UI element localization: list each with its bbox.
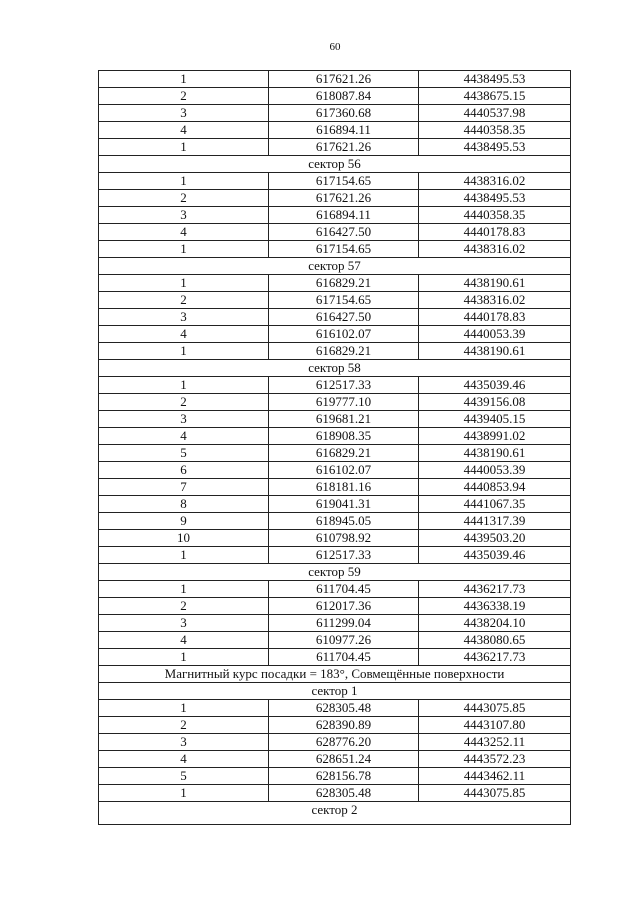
point-number-cell: 6 [99, 462, 269, 479]
x-coordinate-cell: 612517.33 [269, 547, 419, 564]
y-coordinate-cell: 4440358.35 [419, 122, 571, 139]
point-number-cell: 3 [99, 411, 269, 428]
section-header-row [99, 360, 571, 377]
x-coordinate-cell: 628651.24 [269, 751, 419, 768]
table-row [99, 700, 571, 717]
coordinates-table [98, 70, 571, 825]
y-coordinate-cell: 4435039.46 [419, 377, 571, 394]
point-number-cell: 1 [99, 649, 269, 666]
y-coordinate-cell: 4440178.83 [419, 224, 571, 241]
x-coordinate-cell: 612517.33 [269, 377, 419, 394]
point-number-cell: 3 [99, 207, 269, 224]
x-coordinate-cell: 617154.65 [269, 292, 419, 309]
table-row [99, 71, 571, 88]
point-number-cell: 2 [99, 88, 269, 105]
table-row [99, 309, 571, 326]
y-coordinate-cell: 4439503.20 [419, 530, 571, 547]
x-coordinate-cell: 628776.20 [269, 734, 419, 751]
table-row [99, 411, 571, 428]
point-number-cell: 4 [99, 428, 269, 445]
point-number-cell: 1 [99, 547, 269, 564]
y-coordinate-cell: 4441317.39 [419, 513, 571, 530]
table-row [99, 632, 571, 649]
section-header-row [99, 156, 571, 173]
y-coordinate-cell: 4438991.02 [419, 428, 571, 445]
point-number-cell: 8 [99, 496, 269, 513]
y-coordinate-cell: 4438190.61 [419, 275, 571, 292]
table-row [99, 768, 571, 785]
table-row [99, 326, 571, 343]
y-coordinate-cell: 4440358.35 [419, 207, 571, 224]
x-coordinate-cell: 618087.84 [269, 88, 419, 105]
table-row [99, 241, 571, 258]
point-number-cell: 5 [99, 445, 269, 462]
y-coordinate-cell: 4438080.65 [419, 632, 571, 649]
point-number-cell: 5 [99, 768, 269, 785]
y-coordinate-cell: 4443075.85 [419, 785, 571, 802]
point-number-cell: 3 [99, 615, 269, 632]
point-number-cell: 4 [99, 632, 269, 649]
table-row [99, 649, 571, 666]
y-coordinate-cell: 4443075.85 [419, 700, 571, 717]
y-coordinate-cell: 4438190.61 [419, 343, 571, 360]
point-number-cell: 3 [99, 309, 269, 326]
y-coordinate-cell: 4438495.53 [419, 71, 571, 88]
table-row [99, 207, 571, 224]
x-coordinate-cell: 617154.65 [269, 241, 419, 258]
point-number-cell: 9 [99, 513, 269, 530]
table-row [99, 275, 571, 292]
point-number-cell: 4 [99, 224, 269, 241]
y-coordinate-cell: 4439156.08 [419, 394, 571, 411]
table-row [99, 224, 571, 241]
page-number: 60 [329, 41, 341, 53]
y-coordinate-cell: 4438316.02 [419, 241, 571, 258]
x-coordinate-cell: 616427.50 [269, 309, 419, 326]
x-coordinate-cell: 628305.48 [269, 785, 419, 802]
y-coordinate-cell: 4438316.02 [419, 292, 571, 309]
table-row [99, 462, 571, 479]
point-number-cell: 1 [99, 139, 269, 156]
y-coordinate-cell: 4440178.83 [419, 309, 571, 326]
section-header-row [99, 564, 571, 581]
y-coordinate-cell: 4438495.53 [419, 139, 571, 156]
point-number-cell: 1 [99, 71, 269, 88]
table-row [99, 428, 571, 445]
x-coordinate-cell: 616102.07 [269, 326, 419, 343]
point-number-cell: 1 [99, 785, 269, 802]
x-coordinate-cell: 616894.11 [269, 122, 419, 139]
table-row [99, 785, 571, 802]
table-row [99, 751, 571, 768]
point-number-cell: 10 [99, 530, 269, 547]
x-coordinate-cell: 619777.10 [269, 394, 419, 411]
x-coordinate-cell: 617621.26 [269, 190, 419, 207]
section-header-row [99, 802, 571, 825]
y-coordinate-cell: 4438316.02 [419, 173, 571, 190]
x-coordinate-cell: 618181.16 [269, 479, 419, 496]
section-header: сектор 57 [99, 258, 571, 275]
table-row [99, 717, 571, 734]
y-coordinate-cell: 4443572.23 [419, 751, 571, 768]
x-coordinate-cell: 619681.21 [269, 411, 419, 428]
section-header: сектор 58 [99, 360, 571, 377]
x-coordinate-cell: 612017.36 [269, 598, 419, 615]
y-coordinate-cell: 4438204.10 [419, 615, 571, 632]
y-coordinate-cell: 4440053.39 [419, 326, 571, 343]
table-row [99, 496, 571, 513]
section-header-row [99, 683, 571, 700]
x-coordinate-cell: 617621.26 [269, 139, 419, 156]
x-coordinate-cell: 610977.26 [269, 632, 419, 649]
table-row [99, 445, 571, 462]
table-row [99, 122, 571, 139]
point-number-cell: 3 [99, 734, 269, 751]
section-header: сектор 56 [99, 156, 571, 173]
x-coordinate-cell: 628156.78 [269, 768, 419, 785]
section-header: сектор 1 [99, 683, 571, 700]
x-coordinate-cell: 618908.35 [269, 428, 419, 445]
table-row [99, 88, 571, 105]
y-coordinate-cell: 4435039.46 [419, 547, 571, 564]
table-row [99, 734, 571, 751]
section-header-row [99, 258, 571, 275]
x-coordinate-cell: 616102.07 [269, 462, 419, 479]
coordinates-table-body [99, 71, 571, 825]
x-coordinate-cell: 617621.26 [269, 71, 419, 88]
section-header: сектор 59 [99, 564, 571, 581]
point-number-cell: 1 [99, 377, 269, 394]
point-number-cell: 4 [99, 326, 269, 343]
x-coordinate-cell: 616829.21 [269, 343, 419, 360]
y-coordinate-cell: 4439405.15 [419, 411, 571, 428]
y-coordinate-cell: 4436217.73 [419, 649, 571, 666]
x-coordinate-cell: 611299.04 [269, 615, 419, 632]
x-coordinate-cell: 628390.89 [269, 717, 419, 734]
point-number-cell: 2 [99, 190, 269, 207]
table-row [99, 530, 571, 547]
x-coordinate-cell: 616894.11 [269, 207, 419, 224]
y-coordinate-cell: 4438190.61 [419, 445, 571, 462]
x-coordinate-cell: 616829.21 [269, 275, 419, 292]
y-coordinate-cell: 4440537.98 [419, 105, 571, 122]
point-number-cell: 3 [99, 105, 269, 122]
x-coordinate-cell: 618945.05 [269, 513, 419, 530]
x-coordinate-cell: 616829.21 [269, 445, 419, 462]
x-coordinate-cell: 611704.45 [269, 581, 419, 598]
x-coordinate-cell: 628305.48 [269, 700, 419, 717]
table-row [99, 343, 571, 360]
point-number-cell: 7 [99, 479, 269, 496]
section-header-row [99, 666, 571, 683]
y-coordinate-cell: 4441067.35 [419, 496, 571, 513]
point-number-cell: 2 [99, 717, 269, 734]
point-number-cell: 1 [99, 275, 269, 292]
point-number-cell: 1 [99, 581, 269, 598]
x-coordinate-cell: 611704.45 [269, 649, 419, 666]
table-row [99, 105, 571, 122]
table-row [99, 139, 571, 156]
table-row [99, 581, 571, 598]
y-coordinate-cell: 4436217.73 [419, 581, 571, 598]
y-coordinate-cell: 4440853.94 [419, 479, 571, 496]
y-coordinate-cell: 4438495.53 [419, 190, 571, 207]
table-row [99, 394, 571, 411]
x-coordinate-cell: 617360.68 [269, 105, 419, 122]
table-row [99, 598, 571, 615]
point-number-cell: 2 [99, 292, 269, 309]
y-coordinate-cell: 4436338.19 [419, 598, 571, 615]
point-number-cell: 4 [99, 751, 269, 768]
table-row [99, 292, 571, 309]
table-row [99, 173, 571, 190]
y-coordinate-cell: 4443107.80 [419, 717, 571, 734]
y-coordinate-cell: 4438675.15 [419, 88, 571, 105]
y-coordinate-cell: 4440053.39 [419, 462, 571, 479]
table-row [99, 615, 571, 632]
x-coordinate-cell: 610798.92 [269, 530, 419, 547]
table-row [99, 547, 571, 564]
x-coordinate-cell: 617154.65 [269, 173, 419, 190]
point-number-cell: 2 [99, 598, 269, 615]
x-coordinate-cell: 619041.31 [269, 496, 419, 513]
point-number-cell: 4 [99, 122, 269, 139]
section-header: сектор 2 [99, 802, 571, 825]
point-number-cell: 1 [99, 700, 269, 717]
y-coordinate-cell: 4443252.11 [419, 734, 571, 751]
table-row [99, 377, 571, 394]
point-number-cell: 2 [99, 394, 269, 411]
section-header: Магнитный курс посадки = 183°, Совмещённые поверхности [99, 666, 571, 683]
point-number-cell: 1 [99, 173, 269, 190]
y-coordinate-cell: 4443462.11 [419, 768, 571, 785]
x-coordinate-cell: 616427.50 [269, 224, 419, 241]
point-number-cell: 1 [99, 241, 269, 258]
table-row [99, 190, 571, 207]
table-row [99, 513, 571, 530]
table-row [99, 479, 571, 496]
point-number-cell: 1 [99, 343, 269, 360]
